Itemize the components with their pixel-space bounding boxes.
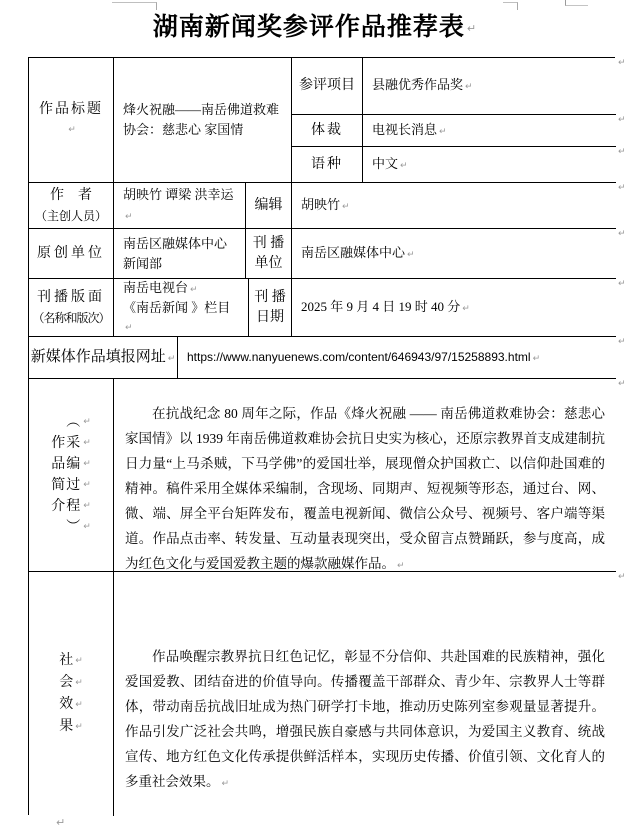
language-value (372, 154, 408, 176)
publish-page-value-line1 (123, 279, 198, 299)
publish-unit-value (301, 243, 415, 265)
paragraph-mark-icon: ↵ (465, 82, 473, 92)
author-names: 胡映竹 谭梁 洪幸运 (123, 186, 234, 202)
publish-date-value (301, 297, 470, 319)
work-title-label: 作品标题 (39, 102, 103, 117)
genre-label: 体裁 (311, 122, 343, 138)
genre-value-cell (363, 115, 616, 147)
paragraph-mark-icon: ↵ (400, 160, 408, 171)
publish-unit-label-line2: 单位 (254, 255, 283, 271)
intro-label-chars: 介程 (51, 499, 82, 514)
paragraph-mark-icon: ↵ (407, 249, 415, 260)
social-content-cell (114, 572, 616, 816)
row-end-paragraph-mark-icon: ↵ (618, 229, 626, 239)
social-label-cell (29, 572, 114, 816)
language-value-cell (363, 147, 616, 183)
entry-category-value (372, 75, 473, 97)
intro-content-cell (114, 379, 616, 572)
page-title-text: 湖南新闻奖参评作品推荐表 (152, 13, 465, 41)
editor-label-cell (246, 183, 292, 229)
genre-text: 电视长消息 (372, 121, 438, 137)
entry-category-label: 参评项目 (299, 78, 355, 93)
paragraph-mark-icon: ↵ (83, 480, 91, 490)
work-title-value-cell (114, 58, 292, 183)
intro-vertical-label (51, 412, 91, 538)
intro-label-line (51, 496, 91, 517)
crop-mark-right (565, 0, 588, 6)
page-title (0, 7, 629, 43)
social-text: 作品唤醒宗教界抗日红色记忆，彰显不分信仰、共赴国难的民族精神，强化爱国爱教、团结奋进的价值导向。传播覆盖干部群众、青少年、宗教界人士等群体，带动南岳抗战旧址成为热门研学打卡地，推动历史陈列室参观量显著提升。作品引发广泛社会共鸣，增强民族自豪感与共同体意识，为爱国主义教育、统战宣传、地方红色文化传承提供鲜活样本，实现历史传播、价值引领、文化育人的多重社会效果。 (125, 649, 605, 789)
publish-unit-label-cell (246, 229, 292, 279)
social-label-text: 果 (59, 719, 74, 734)
row-end-paragraph-mark-icon: ↵ (618, 115, 626, 125)
intro-label-line (51, 454, 91, 475)
intro-label-chars: ︵ (51, 415, 82, 430)
paragraph-mark-icon: ↵ (75, 700, 83, 710)
genre-value (372, 120, 447, 142)
intro-label-chars: 简过 (51, 478, 82, 493)
social-label-text: 效 (59, 697, 74, 712)
original-unit-label-cell (29, 229, 114, 279)
recommendation-form-table (28, 57, 615, 815)
publish-date-value-cell (292, 279, 616, 337)
paragraph-mark-icon: ↵ (342, 201, 350, 212)
row-end-paragraph-mark-icon: ↵ (618, 337, 626, 347)
paragraph-mark-icon: ↵ (532, 353, 541, 364)
paragraph-mark-icon: ↵ (75, 722, 83, 732)
row-end-paragraph-mark-icon: ↵ (618, 572, 626, 582)
row-end-paragraph-mark-icon: ↵ (618, 58, 626, 68)
author-label: 作 者 (50, 187, 92, 203)
intro-label-line (51, 475, 91, 496)
url-label-cell (29, 337, 178, 379)
work-title-label-cell (29, 58, 114, 183)
author-value-cell (114, 183, 246, 229)
intro-label-chars: 品编 (51, 457, 82, 472)
intro-label-line (51, 517, 91, 538)
url-label: 新媒体作品填报网址 (30, 348, 166, 365)
publish-page-label: 刊播版面 (37, 289, 105, 305)
intro-label-chars: ︶ (51, 520, 82, 535)
social-label-text: 会 (59, 675, 74, 690)
language-label: 语种 (311, 156, 343, 172)
editor-value-cell (292, 183, 616, 229)
original-unit-value: 南岳区融媒体中心新闻部 (123, 235, 228, 271)
paragraph-mark-icon: ↵ (125, 322, 133, 333)
entry-category-value-cell (363, 58, 616, 115)
paragraph-mark-icon: ↵ (125, 211, 133, 222)
paragraph-mark-icon: ↵ (167, 353, 176, 364)
social-label-char (59, 672, 83, 694)
paragraph-mark-icon: ↵ (83, 459, 91, 469)
publish-unit-value-cell (292, 229, 616, 279)
paragraph-mark-icon: ↵ (75, 656, 83, 666)
paragraph-mark-icon: ↵ (397, 561, 405, 571)
intro-text: 在抗战纪念 80 周年之际，作品《烽火祝融 —— 南岳佛道救难协会：慈悲心 家国情》以 1939 年南岳佛道救难协会抗日史实为核心，还原宗教界首支成建制抗日力量“上马杀贼，下马学佛”的爱国壮举，展现僧众护国救亡、以信仰赴国难的精神。稿件采用全媒体采编制，含现场、同期声、短视频等形态，通过台、网、微、端、屏全平台矩阵发布，覆盖电视新闻、微信公众号、视频号、客户端等渠道。作品点击率、转发量、互动量表现突出，受众留言点赞踊跃，参与度高，成为红色文化与爱国爱教主题的爆款融媒作品。 (125, 406, 605, 571)
publish-page-channel: 南岳电视台 (123, 279, 189, 295)
original-unit-value-cell (114, 229, 246, 279)
url-value-cell (178, 337, 616, 379)
paragraph-mark-icon: ↵ (439, 126, 447, 137)
paragraph-mark-icon: ↵ (466, 21, 477, 35)
url-value (187, 347, 540, 369)
paragraph-mark-icon: ↵ (83, 522, 91, 532)
intro-label-cell (29, 379, 114, 572)
publish-date-label-line1: 刊 播 (254, 289, 286, 305)
paragraph-mark-icon: ↵ (462, 303, 470, 314)
publish-date-text: 2025 年 9 月 4 日 19 时 40 分 (301, 298, 461, 314)
work-title-value: 烽火祝融——南岳佛道救难协会：慈悲心 家国情 (123, 102, 280, 137)
publish-page-value-line2 (123, 299, 239, 337)
social-label-text: 社 (59, 653, 74, 668)
url-label-wrap (31, 347, 176, 369)
author-value (123, 185, 236, 227)
paragraph-mark-icon: ↵ (75, 678, 83, 688)
paragraph-mark-icon: ↵ (83, 438, 91, 448)
row-end-paragraph-mark-icon: ↵ (618, 183, 626, 193)
paragraph-mark-icon: ↵ (68, 125, 76, 135)
entry-category-label-cell (292, 58, 363, 115)
intro-paragraph (114, 401, 616, 572)
language-text: 中文 (372, 155, 399, 171)
publish-date-label-line2: 日期 (256, 309, 284, 325)
author-label-cell (29, 183, 114, 229)
row-end-paragraph-mark-icon: ↵ (618, 147, 626, 157)
intro-label-line (51, 433, 91, 454)
language-label-cell (292, 147, 363, 183)
publish-unit-label-line1: 刊 播 (252, 235, 285, 251)
intro-label-chars: 作采 (51, 436, 82, 451)
publish-unit-text: 南岳区融媒体中心 (301, 244, 406, 260)
social-label-char (59, 650, 83, 672)
url-text: https://www.nanyuenews.com/content/646943/97/15258893.html (187, 349, 531, 364)
row-end-paragraph-mark-icon: ↵ (618, 279, 626, 289)
intro-label-line (51, 412, 91, 433)
paragraph-mark-icon: ↵ (83, 417, 91, 427)
editor-value (301, 195, 350, 217)
publish-page-label-cell (29, 279, 114, 337)
genre-label-cell (292, 115, 363, 147)
document-end-paragraph-mark-icon: ↵ (56, 816, 66, 829)
publish-page-sublabel: （名称和版次） (32, 310, 110, 325)
publish-page-value-cell (114, 279, 249, 337)
social-vertical-label (59, 650, 83, 738)
author-sublabel: （主创人员） (34, 208, 107, 223)
paragraph-mark-icon: ↵ (83, 501, 91, 511)
publish-date-label-cell (249, 279, 292, 337)
paragraph-mark-icon: ↵ (190, 284, 198, 295)
editor-label: 编辑 (254, 197, 283, 213)
entry-category-text: 县融优秀作品奖 (372, 77, 464, 92)
publish-page-column: 《南岳新闻 》栏目 (123, 299, 231, 315)
editor-name: 胡映竹 (301, 196, 341, 212)
original-unit-label: 原创单位 (37, 245, 105, 261)
social-label-char (59, 694, 83, 716)
social-paragraph (114, 644, 616, 797)
social-label-char (59, 716, 83, 738)
paragraph-mark-icon: ↵ (221, 779, 230, 789)
row-end-paragraph-mark-icon: ↵ (618, 379, 626, 389)
